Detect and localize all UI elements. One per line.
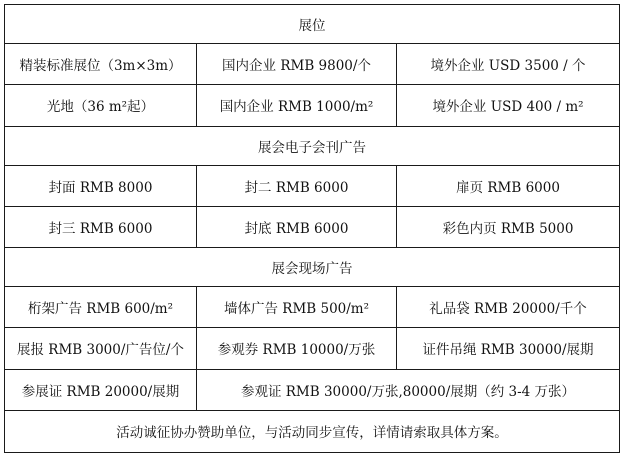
table-row bbox=[5, 369, 620, 410]
exhibitor-badge-price: 参展证 RMB 20000/展期 bbox=[5, 369, 197, 410]
table-row bbox=[5, 165, 620, 206]
onsite-section-header: 展会现场广告 bbox=[5, 248, 620, 287]
table-row bbox=[5, 44, 620, 85]
standard-booth-overseas-price: 境外企业 USD 3500 / 个 bbox=[397, 44, 620, 85]
table-row bbox=[5, 328, 620, 369]
wall-ad-price: 墙体广告 RMB 500/m² bbox=[197, 287, 397, 328]
standard-booth-domestic-price: 国内企业 RMB 9800/个 bbox=[197, 44, 397, 85]
booth-section-header: 展位 bbox=[5, 5, 620, 44]
gift-bag-price: 礼品袋 RMB 20000/千个 bbox=[397, 287, 620, 328]
table-row bbox=[5, 206, 620, 247]
color-inner-page-price: 彩色内页 RMB 5000 bbox=[397, 206, 620, 247]
footer-row bbox=[5, 410, 620, 452]
table-row bbox=[5, 287, 620, 328]
ejournal-header-row bbox=[5, 126, 620, 165]
title-page-price: 扉页 RMB 6000 bbox=[397, 165, 620, 206]
front-cover-price: 封面 RMB 8000 bbox=[5, 165, 197, 206]
table-row bbox=[5, 85, 620, 126]
sponsorship-note: 活动诚征协办赞助单位，与活动同步宣传，详情请索取具体方案。 bbox=[5, 410, 620, 452]
pricing-table bbox=[4, 4, 620, 453]
show-paper-ad-price: 展报 RMB 3000/广告位/个 bbox=[5, 328, 197, 369]
onsite-header-row bbox=[5, 248, 620, 287]
truss-ad-price: 桁架广告 RMB 600/m² bbox=[5, 287, 197, 328]
standard-booth-label: 精装标准展位（3m×3m） bbox=[5, 44, 197, 85]
lanyard-price: 证件吊绳 RMB 30000/展期 bbox=[397, 328, 620, 369]
inside-front-cover-price: 封二 RMB 6000 bbox=[197, 165, 397, 206]
booth-header-row bbox=[5, 5, 620, 44]
visitor-badge-price: 参观证 RMB 30000/万张,80000/展期（约 3-4 万张） bbox=[197, 369, 620, 410]
inside-back-cover-price: 封三 RMB 6000 bbox=[5, 206, 197, 247]
raw-space-domestic-price: 国内企业 RMB 1000/m² bbox=[197, 85, 397, 126]
raw-space-label: 光地（36 m²起） bbox=[5, 85, 197, 126]
back-cover-price: 封底 RMB 6000 bbox=[197, 206, 397, 247]
raw-space-overseas-price: 境外企业 USD 400 / m² bbox=[397, 85, 620, 126]
ejournal-section-header: 展会电子会刊广告 bbox=[5, 126, 620, 165]
visitor-ticket-price: 参观券 RMB 10000/万张 bbox=[197, 328, 397, 369]
